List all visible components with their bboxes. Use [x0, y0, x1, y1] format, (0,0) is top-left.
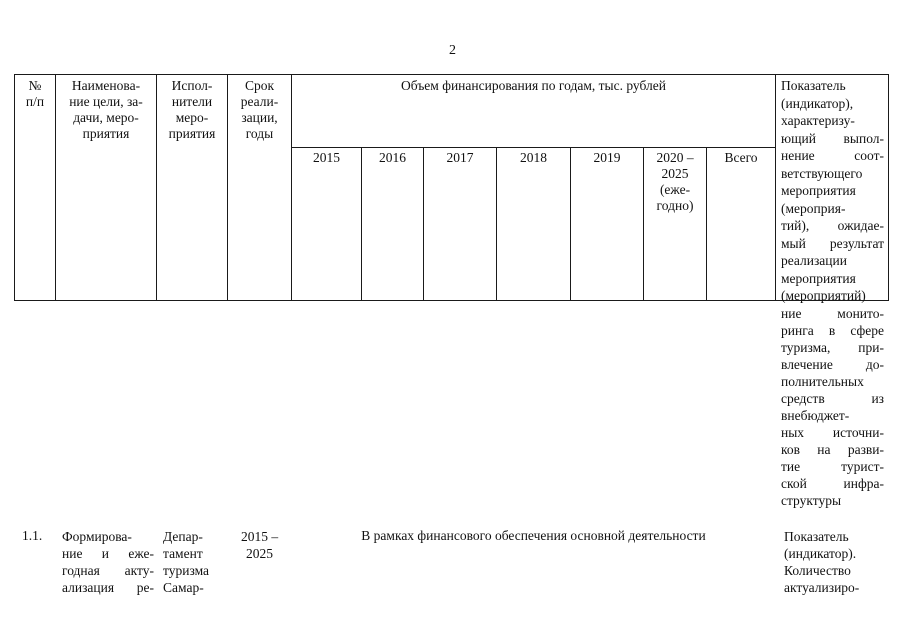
- row-number: 1.1.: [22, 528, 43, 543]
- indicator-header-line: мый результат: [781, 235, 884, 251]
- year-label: 2015: [313, 150, 340, 165]
- continuation-line: внебюджет-: [781, 408, 850, 423]
- row-term-line: 2025: [246, 546, 273, 561]
- indicator-header-line: (мероприя-: [781, 200, 846, 216]
- indicator-header-line: реализации: [781, 253, 847, 268]
- continuation-line: ние монито-: [781, 306, 884, 321]
- header-name-label: Наименова- ние цели, за- дачи, меро- приятия: [69, 78, 143, 141]
- indicator-header-line: (мероприятий): [781, 288, 866, 303]
- continuation-line: тие турист-: [781, 459, 884, 474]
- year-label: Всего: [724, 150, 758, 165]
- indicator-header-line: мероприятия: [781, 183, 856, 198]
- row-name: [62, 528, 154, 596]
- row-indicator-line: (индикатор).: [784, 546, 857, 561]
- row-indicator: [784, 528, 884, 596]
- header-executor-label: Испол- нители меро- приятия: [168, 78, 216, 141]
- indicator-header-line: ветствующего: [781, 165, 863, 181]
- header-indicator-label: [781, 77, 884, 305]
- indicator-continuation: [781, 305, 884, 509]
- header-number-label: № п/п: [25, 78, 45, 109]
- row-indicator-line: Показатель: [784, 529, 849, 544]
- continuation-line: ринга в сфере: [781, 323, 884, 338]
- continuation-line: ных источни-: [781, 425, 884, 440]
- row-financing: В рамках финансового обеспечения основной деятельности: [361, 528, 706, 543]
- indicator-header-line: (индикатор),: [781, 95, 854, 111]
- continuation-line: туризма, при-: [781, 340, 884, 355]
- row-term: [228, 528, 291, 562]
- row-name-line: ализация ре-: [62, 580, 154, 595]
- row-name-line: годная акту-: [62, 563, 154, 578]
- row-executor-line: туризма: [163, 563, 210, 578]
- row-term-line: 2015 –: [240, 529, 279, 544]
- indicator-header-line: Показатель: [781, 78, 846, 93]
- year-label: 2016: [379, 150, 406, 165]
- indicator-header-line: мероприятия: [781, 270, 856, 286]
- page-number: 2: [449, 43, 456, 58]
- indicator-header-line: нение соот-: [781, 148, 884, 163]
- row-executor-line: Самар-: [163, 580, 204, 595]
- continuation-line: ской инфра-: [781, 476, 884, 491]
- continuation-line: ков на разви-: [781, 442, 884, 457]
- row-name-line: ние и еже-: [62, 546, 154, 561]
- header-term-label: Срок реали- зации, годы: [240, 78, 279, 141]
- row-indicator-line: Количество: [784, 563, 851, 578]
- year-cell-2019: [570, 147, 644, 301]
- row-executor-line: Депар-: [163, 529, 203, 544]
- indicator-header-line: ющий выпол-: [781, 130, 884, 146]
- continuation-line: структуры: [781, 493, 842, 508]
- continuation-line: средств из: [781, 391, 884, 406]
- year-cell-total: [706, 147, 776, 301]
- row-name-line: Формирова-: [62, 529, 132, 544]
- year-label: 2020 – 2025 (еже- годно): [656, 150, 694, 213]
- year-cell-2018: [496, 147, 571, 301]
- year-cell-2015: [291, 147, 362, 301]
- year-label: 2017: [446, 150, 474, 165]
- header-finance-label: Объем финансирования по годам, тыс. рублей: [401, 78, 666, 93]
- year-cell-2016: [361, 147, 424, 301]
- row-executor: [163, 528, 225, 596]
- year-label: 2019: [593, 150, 621, 165]
- continuation-line: полнительных: [781, 374, 864, 389]
- year-cell-2017: [423, 147, 497, 301]
- indicator-header-line: тий), ожидае-: [781, 218, 884, 233]
- year-label: 2018: [520, 150, 547, 165]
- row-executor-line: тамент: [163, 546, 203, 561]
- row-indicator-line: актуализиро-: [784, 580, 860, 595]
- continuation-line: влечение до-: [781, 357, 884, 372]
- indicator-header-line: характеризу-: [781, 113, 855, 128]
